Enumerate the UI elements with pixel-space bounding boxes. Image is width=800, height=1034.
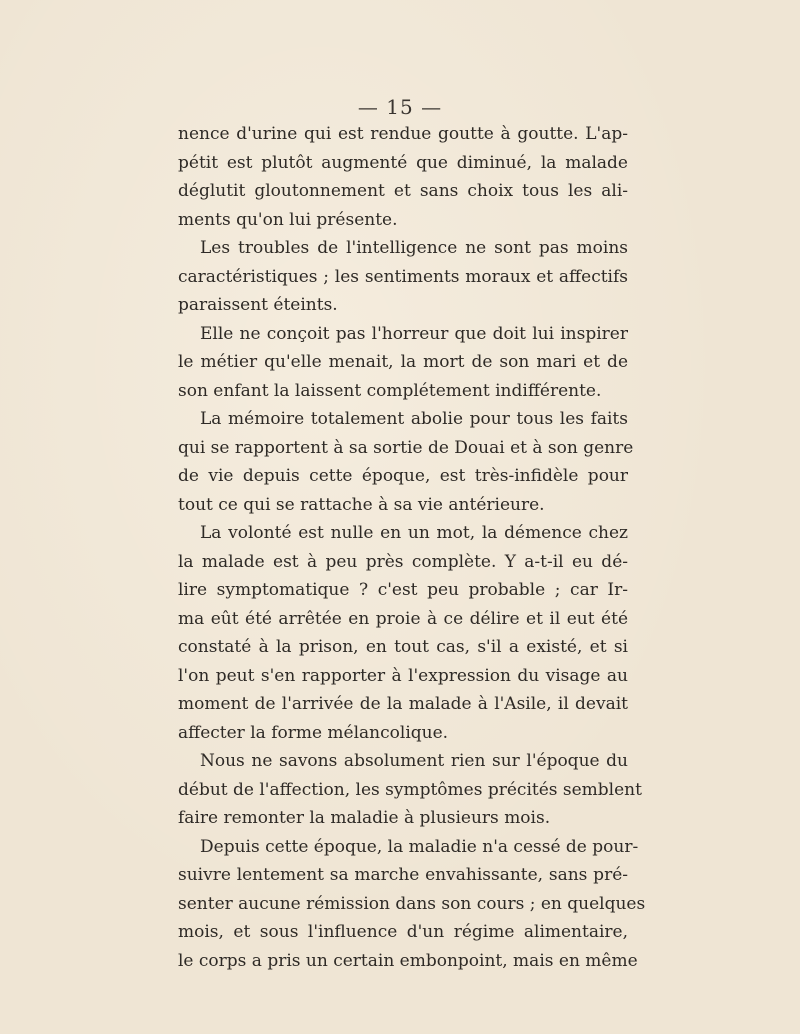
text-line: nence d'urine qui est rendue goutte à goutte. L'ap- — [178, 124, 628, 144]
text-line: Elle ne conçoit pas l'horreur que doit lui inspirer — [200, 323, 628, 344]
text-line: son enfant la laissent complétement indifférente. — [178, 380, 602, 401]
text-line: paraissent éteints. — [178, 295, 338, 315]
text-line: début de l'affection, les symptômes précités semblent — [178, 779, 642, 800]
text-line: caractéristiques ; les sentiments moraux et affectifs — [178, 266, 628, 287]
text-line: moment de l'arrivée de la malade à l'Asile, il devait — [178, 694, 628, 714]
text-line: faire remonter la maladie à plusieurs mois. — [178, 808, 551, 828]
text-line: lire symptomatique ? c'est peu probable ; car Ir- — [178, 580, 628, 600]
body-text — [178, 120, 646, 975]
text-line: Depuis cette époque, la maladie n'a cessé de pour- — [200, 836, 639, 857]
text-line: constaté à la prison, en tout cas, s'il a existé, et si — [178, 637, 628, 657]
text-line: affecter la forme mélancolique. — [178, 722, 449, 743]
text-line: le corps a pris un certain embonpoint, mais en même — [178, 950, 638, 971]
text-line: l'on peut s'en rapporter à l'expression du visage au — [178, 665, 628, 686]
text-line: pétit est plutôt augmenté que diminué, la malade — [178, 152, 628, 173]
text-line: le métier qu'elle menait, la mort de son mari et de — [178, 352, 628, 372]
text-line: tout ce qui se rattache à sa vie antérieure. — [178, 494, 545, 515]
text-line: La volonté est nulle en un mot, la démence chez — [200, 523, 628, 543]
text-line: La mémoire totalement abolie pour tous les faits — [200, 409, 628, 429]
text-line: la malade est à peu près complète. Y a-t-il eu dé- — [178, 551, 628, 572]
text-line: qui se rapportent à sa sortie de Douai et à son genre — [178, 437, 634, 458]
text-line: ma eût été arrêtée en proie à ce délire et il eut été — [178, 608, 628, 629]
page-number: — 15 — — [357, 95, 443, 119]
text-line: Les troubles de l'intelligence ne sont pas moins — [200, 238, 628, 258]
text-line: déglutit gloutonnement et sans choix tous les ali- — [178, 181, 628, 201]
text-line: suivre lentement sa marche envahissante, sans pré- — [178, 865, 628, 885]
text-line: de vie depuis cette époque, est très-infidèle pour — [178, 466, 628, 486]
text-line: Nous ne savons absolument rien sur l'époque du — [200, 751, 628, 771]
text-line: ments qu'on lui présente. — [178, 209, 398, 230]
text-line: senter aucune rémission dans son cours ; en quelques — [178, 893, 646, 914]
text-line: mois, et sous l'influence d'un régime alimentaire, — [178, 922, 628, 942]
